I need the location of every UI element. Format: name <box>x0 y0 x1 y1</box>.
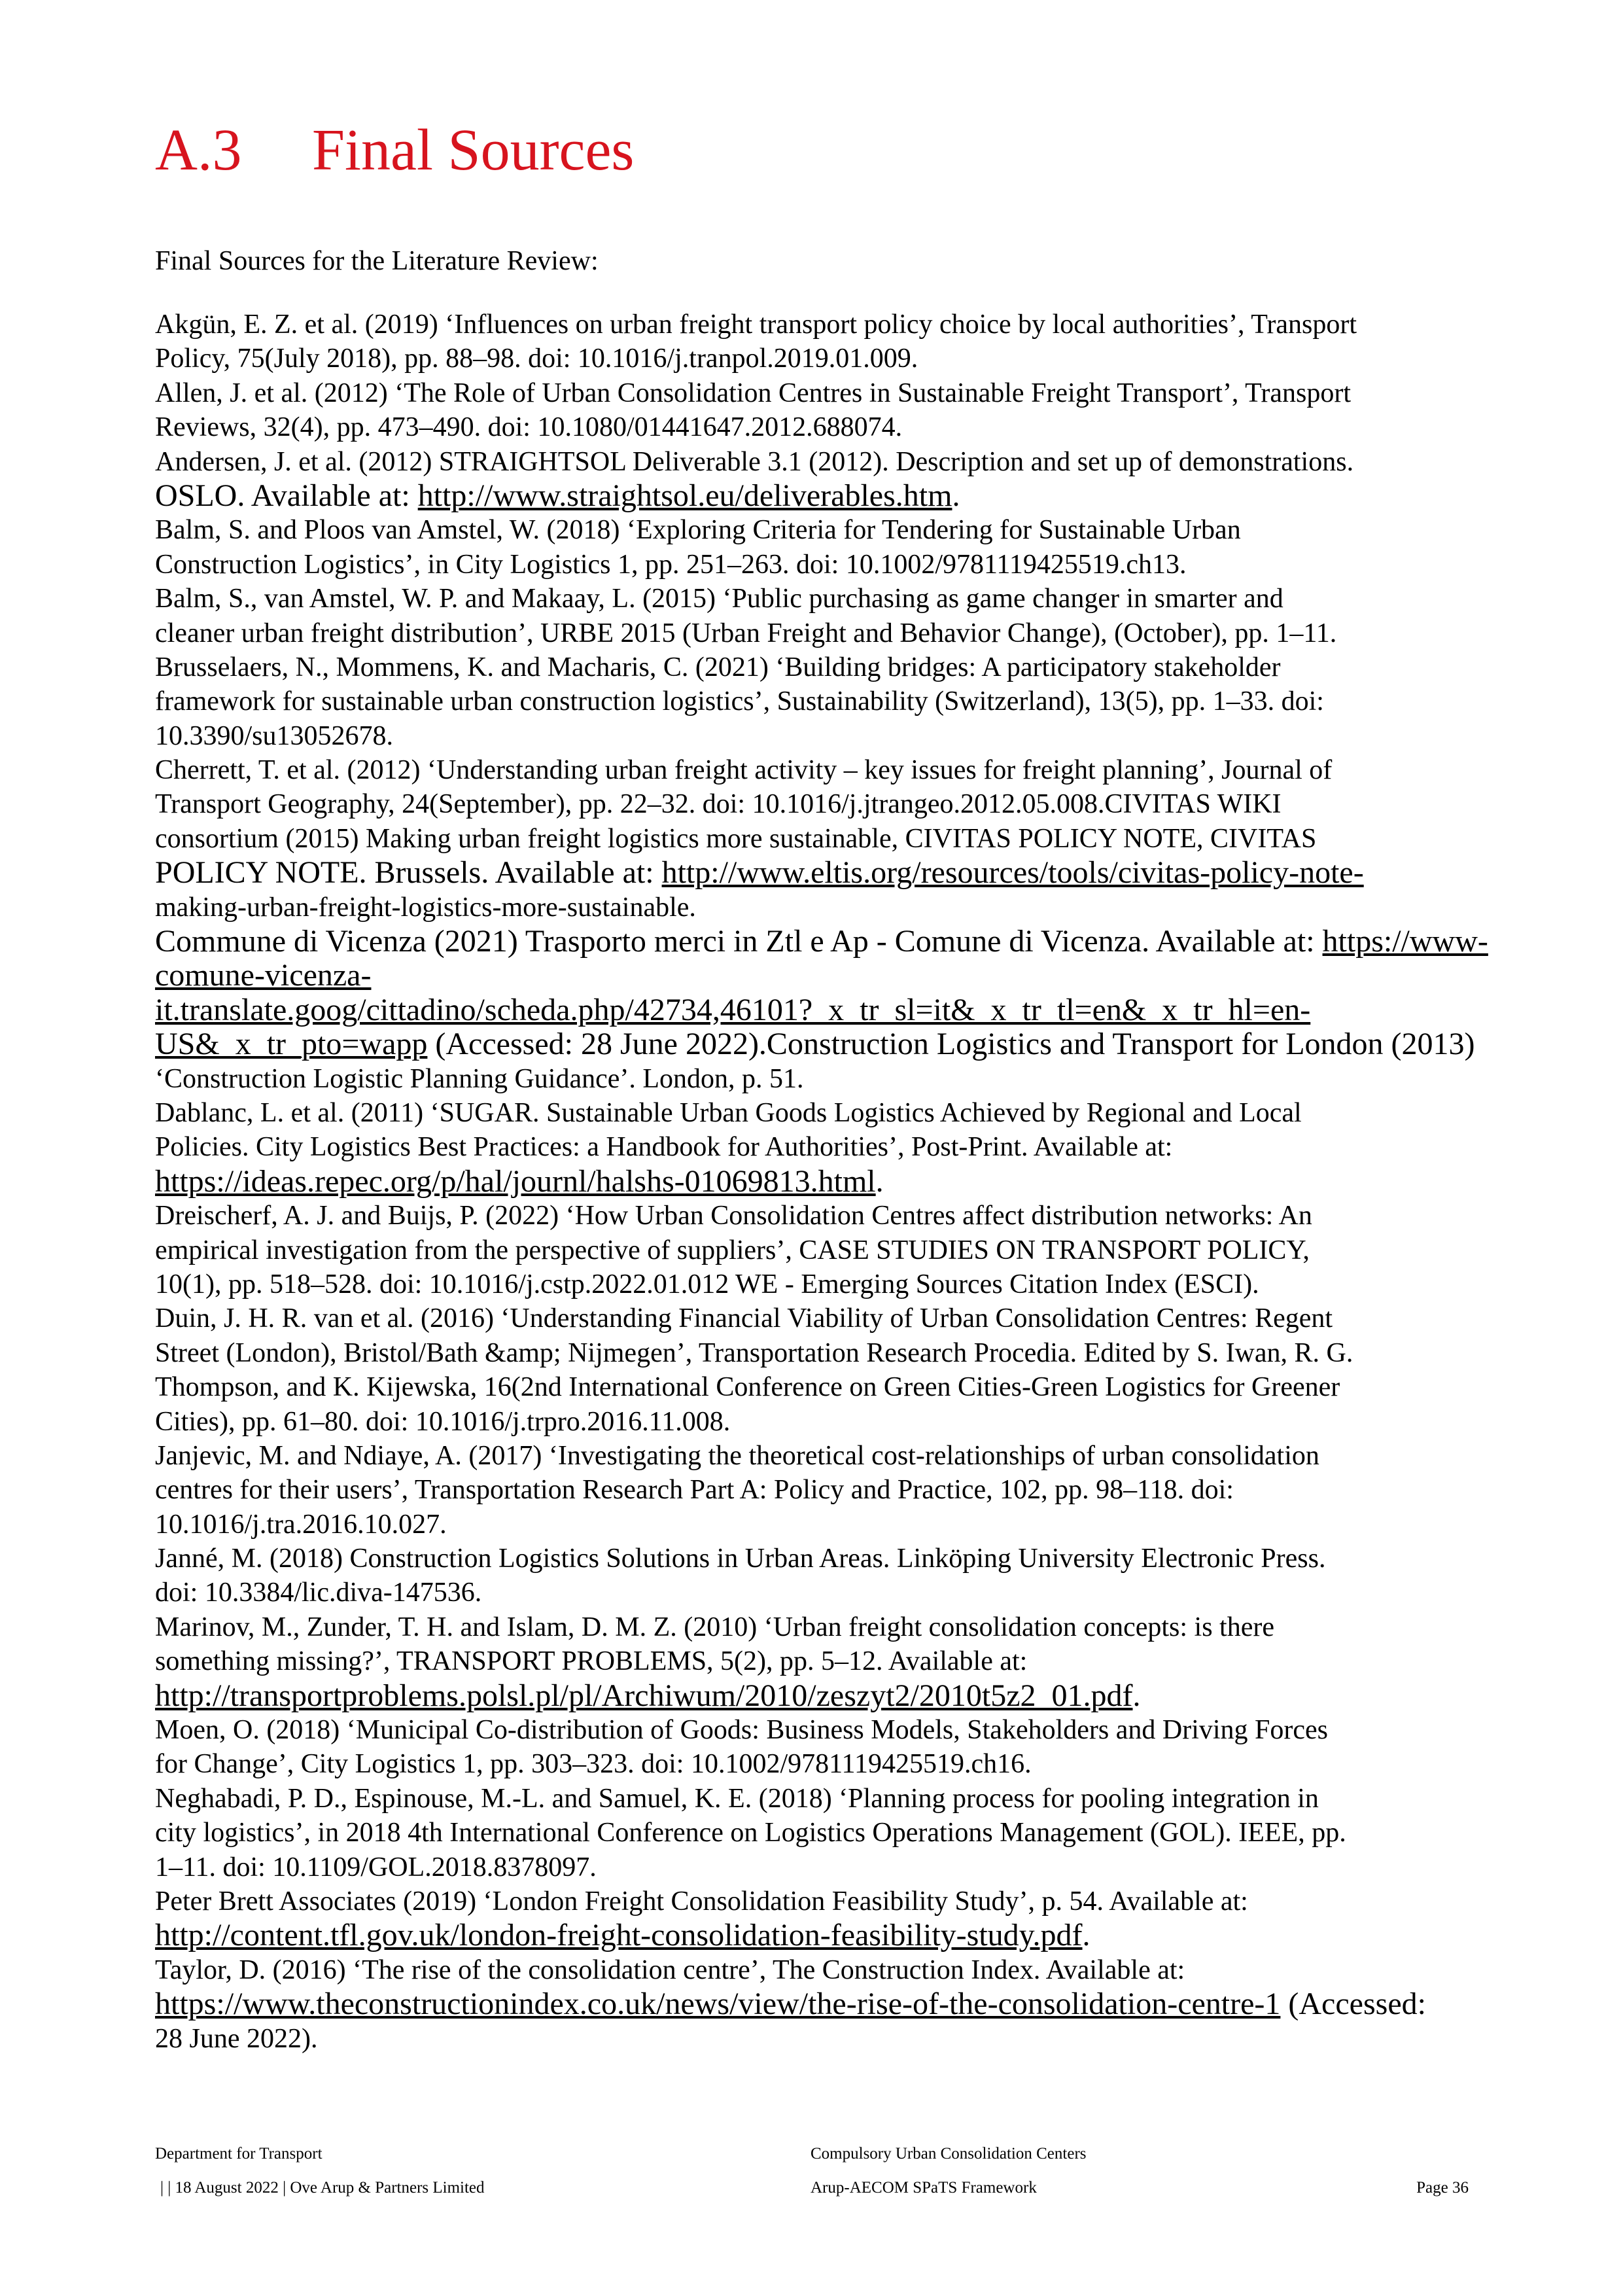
reference-text: Neghabadi, P. D., Espinouse, M.-L. and Samuel, K. E. (2018) ‘Planning process for pooling integration in <box>155 1783 1319 1814</box>
reference-link[interactable]: US&_x_tr_pto=wapp <box>155 1027 428 1062</box>
reference-text: Janjevic, M. and Ndiaye, A. (2017) ‘Investigating the theoretical cost-relationships of urban consolidation <box>155 1440 1319 1471</box>
reference-line <box>155 1610 1483 1644</box>
reference-link[interactable]: comune-vicenza- <box>155 958 372 993</box>
reference-entry <box>155 1199 1483 1301</box>
reference-line <box>155 1062 1483 1096</box>
reference-text: Construction Logistics’, in City Logistics 1, pp. 251–263. doi: 10.1002/9781119425519.ch13. <box>155 549 1187 580</box>
reference-text: . <box>875 1163 884 1199</box>
footer-meta: | | 18 August 2022 | Ove Arup & Partners Limited <box>160 2179 485 2197</box>
reference-text: for Change’, City Logistics 1, pp. 303–323. doi: 10.1002/9781119425519.ch16. <box>155 1749 1032 1780</box>
reference-text: city logistics’, in 2018 4th International Conference on Logistics Operations Management (GOL). IEEE, pp. <box>155 1818 1346 1848</box>
footer-project: Compulsory Urban Consolidation Centers <box>811 2145 1087 2163</box>
reference-line <box>155 410 1483 444</box>
reference-text: Dreischerf, A. J. and Buijs, P. (2022) ‘How Urban Consolidation Centres affect distribution networks: An <box>155 1201 1312 1231</box>
footer-department: Department for Transport <box>155 2145 323 2163</box>
reference-text: framework for sustainable urban construction logistics’, Sustainability (Switzerland), 13(5), pp. 1–33. doi: <box>155 686 1324 717</box>
reference-line <box>155 1199 1483 1233</box>
reference-text: (Accessed: 28 June 2022).Construction Logistics and Transport for London (2013) <box>427 1027 1475 1062</box>
reference-entry <box>155 1713 1483 1782</box>
reference-line <box>155 1884 1483 1918</box>
reference-text: OSLO. Available at: <box>155 478 418 513</box>
reference-text: POLICY NOTE. Brussels. Available at: <box>155 855 662 891</box>
reference-link[interactable]: it.translate.goog/cittadino/scheda.php/42734,46101?_x_tr_sl=it&_x_tr_tl=en&_x_tr_hl=en- <box>155 992 1311 1027</box>
reference-entry <box>155 1301 1483 1439</box>
reference-text: Policy, 75(July 2018), pp. 88–98. doi: 10.1016/j.tranpol.2019.01.009. <box>155 344 918 374</box>
reference-link[interactable]: http://www.eltis.org/resources/tools/civitas-policy-note- <box>661 855 1364 891</box>
reference-text: Andersen, J. et al. (2012) STRAIGHTSOL Deliverable 3.1 (2012). Description and set up of demonstrations. <box>155 446 1354 477</box>
reference-link[interactable]: https://ideas.repec.org/p/hal/journl/halshs-01069813.html <box>155 1163 876 1199</box>
reference-text: Cherrett, T. et al. (2012) ‘Understanding urban freight activity – key issues for freight planning’, Journal of <box>155 755 1333 786</box>
reference-link[interactable]: http://content.tfl.gov.uk/london-freight-consolidation-feasibility-study.pdf <box>155 1918 1083 1953</box>
reference-entry <box>155 513 1483 582</box>
reference-text: Dablanc, L. et al. (2011) ‘SUGAR. Sustainable Urban Goods Logistics Achieved by Regional and Local <box>155 1097 1302 1128</box>
reference-line <box>155 891 1483 925</box>
reference-text: Allen, J. et al. (2012) ‘The Role of Urban Consolidation Centres in Sustainable Freight Transport’, Transport <box>155 378 1351 408</box>
reference-entry <box>155 1610 1483 1713</box>
reference-line <box>155 1953 1483 1987</box>
reference-line <box>155 1918 1483 1952</box>
reference-text: Policies. City Logistics Best Practices: a Handbook for Authorities’, Post-Print. Available at: <box>155 1132 1173 1163</box>
reference-text: Taylor, D. (2016) ‘The rise of the consolidation centre’, The Construction Index. Available at: <box>155 1954 1185 1985</box>
reference-line <box>155 342 1483 376</box>
reference-entry <box>155 1542 1483 1610</box>
reference-text: Peter Brett Associates (2019) ‘London Freight Consolidation Feasibility Study’, p. 54. Available at: <box>155 1886 1248 1916</box>
reference-line <box>155 719 1483 753</box>
reference-text: Akgün, E. Z. et al. (2019) ‘Influences on urban freight transport policy choice by local authorities’, Transport <box>155 309 1357 340</box>
reference-text: Balm, S., van Amstel, W. P. and Makaay, L. (2015) ‘Public purchasing as game changer in smarter and <box>155 584 1283 614</box>
reference-entry <box>155 1782 1483 1884</box>
reference-text: empirical investigation from the perspective of suppliers’, CASE STUDIES ON TRANSPORT POLICY, <box>155 1235 1310 1265</box>
reference-text: 28 June 2022). <box>155 2023 318 2054</box>
reference-line <box>155 1130 1483 1164</box>
reference-entry <box>155 753 1483 925</box>
reference-line <box>155 1816 1483 1850</box>
reference-entry <box>155 445 1483 514</box>
reference-text: Marinov, M., Zunder, T. H. and Islam, D. M. Z. (2010) ‘Urban freight consolidation concepts: is there <box>155 1612 1274 1642</box>
reference-text: doi: 10.3384/lic.diva-147536. <box>155 1578 482 1608</box>
reference-line <box>155 1027 1483 1061</box>
reference-text: . <box>1082 1918 1091 1953</box>
reference-text: cleaner urban freight distribution’, URBE 2015 (Urban Freight and Behavior Change), (October), pp. 1–11. <box>155 618 1337 648</box>
reference-text: (Accessed: <box>1280 1987 1426 2022</box>
reference-line <box>155 1405 1483 1439</box>
reference-line <box>155 1679 1483 1713</box>
reference-line <box>155 1267 1483 1301</box>
reference-line <box>155 1370 1483 1404</box>
reference-line <box>155 445 1483 479</box>
reference-link[interactable]: http://transportproblems.polsl.pl/pl/Archiwum/2010/zeszyt2/2010t5z2_01.pdf <box>155 1678 1133 1713</box>
reference-text: Transport Geography, 24(September), pp. 22–32. doi: 10.1016/j.jtrangeo.2012.05.008.CIVITAS WIKI <box>155 789 1282 820</box>
reference-line <box>155 1336 1483 1370</box>
reference-line <box>155 650 1483 684</box>
reference-line <box>155 924 1488 959</box>
reference-text: something missing?’, TRANSPORT PROBLEMS, 5(2), pp. 5–12. Available at: <box>155 1646 1028 1677</box>
reference-line <box>155 513 1483 547</box>
reference-text: centres for their users’, Transportation Research Part A: Policy and Practice, 102, pp. 98–118. doi: <box>155 1475 1234 1506</box>
reference-text: Reviews, 32(4), pp. 473–490. doi: 10.1080/01441647.2012.688074. <box>155 412 903 443</box>
reference-line <box>155 684 1483 718</box>
reference-line <box>155 787 1483 821</box>
reference-link[interactable]: https://www- <box>1322 924 1488 959</box>
reference-entry <box>155 1096 1483 1199</box>
reference-entry <box>155 582 1483 650</box>
reference-line <box>155 1165 1483 1199</box>
reference-entry <box>155 1439 1483 1542</box>
reference-line <box>155 1096 1483 1130</box>
reference-line <box>155 308 1483 342</box>
reference-text: . <box>952 478 960 513</box>
reference-text: Moen, O. (2018) ‘Municipal Co-distribution of Goods: Business Models, Stakeholders and Driving Forces <box>155 1715 1328 1746</box>
reference-line <box>155 1576 1483 1610</box>
reference-line <box>155 548 1483 582</box>
reference-entry <box>155 308 1483 376</box>
reference-text: Duin, J. H. R. van et al. (2016) ‘Understanding Financial Viability of Urban Consolidation Centres: Regent <box>155 1303 1333 1334</box>
reference-link[interactable]: http://www.straightsol.eu/deliverables.htm <box>417 478 952 513</box>
section-heading <box>155 111 634 190</box>
footer-framework: Arup-AECOM SPaTS Framework <box>811 2179 1037 2197</box>
reference-entry <box>155 1953 1483 2056</box>
reference-line <box>155 1233 1483 1267</box>
reference-entry <box>155 650 1483 753</box>
reference-line <box>155 1850 1483 1884</box>
reference-text: 1–11. doi: 10.1109/GOL.2018.8378097. <box>155 1852 597 1882</box>
reference-line <box>155 1644 1483 1678</box>
reference-line <box>155 1439 1483 1473</box>
reference-line <box>155 2022 1483 2056</box>
reference-text: Balm, S. and Ploos van Amstel, W. (2018) ‘Exploring Criteria for Tendering for Sustainable Urban <box>155 515 1241 546</box>
reference-entry <box>155 376 1483 445</box>
reference-line <box>155 582 1483 616</box>
reference-line <box>155 993 1483 1027</box>
reference-line <box>155 1301 1483 1335</box>
reference-line <box>155 1473 1483 1507</box>
reference-link[interactable]: https://www.theconstructionindex.co.uk/news/view/the-rise-of-the-consolidation-centre-1 <box>155 1987 1281 2022</box>
reference-text: Brusselaers, N., Mommens, K. and Macharis, C. (2021) ‘Building bridges: A participatory stakeholder <box>155 652 1281 682</box>
reference-text: Cities), pp. 61–80. doi: 10.1016/j.trpro.2016.11.008. <box>155 1406 731 1437</box>
section-number: A.3 <box>155 118 242 183</box>
reference-text: consortium (2015) Making urban freight logistics more sustainable, CIVITAS POLICY NOTE, CIVITAS <box>155 823 1317 854</box>
reference-text: 10(1), pp. 518–528. doi: 10.1016/j.cstp.2022.01.012 WE - Emerging Sources Citation Index (ESCI). <box>155 1269 1259 1299</box>
reference-text: making-urban-freight-logistics-more-sustainable. <box>155 892 696 923</box>
reference-line <box>155 959 1483 993</box>
reference-entry <box>155 924 1488 1096</box>
reference-list <box>155 308 1488 2056</box>
reference-text: 10.1016/j.tra.2016.10.027. <box>155 1509 447 1540</box>
section-title: Final Sources <box>312 118 635 183</box>
reference-text: Street (London), Bristol/Bath &amp; Nijmegen’, Transportation Research Procedia. Edited by S. Iwan, R. G. <box>155 1337 1353 1368</box>
reference-entry <box>155 1884 1483 1953</box>
reference-line <box>155 1542 1483 1576</box>
reference-text: Commune di Vicenza (2021) Trasporto merci in Ztl e Ap - Comune di Vicenza. Available at: <box>155 924 1323 959</box>
reference-line <box>155 616 1483 650</box>
reference-text: ‘Construction Logistic Planning Guidance’. London, p. 51. <box>155 1063 804 1094</box>
reference-line <box>155 1747 1483 1781</box>
reference-text: Janné, M. (2018) Construction Logistics Solutions in Urban Areas. Linköping University Electronic Press. <box>155 1544 1326 1574</box>
footer-page-number: Page 36 <box>1416 2179 1469 2197</box>
reference-line <box>155 1508 1483 1542</box>
reference-text: Thompson, and K. Kijewska, 16(2nd International Conference on Green Cities-Green Logistics for Greener <box>155 1372 1340 1403</box>
reference-line <box>155 479 1483 513</box>
reference-text: 10.3390/su13052678. <box>155 720 394 751</box>
reference-line <box>155 1782 1483 1816</box>
reference-line <box>155 376 1483 410</box>
reference-line <box>155 753 1483 787</box>
reference-text: . <box>1132 1678 1141 1713</box>
reference-line <box>155 1713 1483 1747</box>
intro-text: Final Sources for the Literature Review: <box>155 246 599 276</box>
reference-line <box>155 856 1483 890</box>
reference-line <box>155 822 1483 856</box>
reference-line <box>155 1987 1483 2021</box>
